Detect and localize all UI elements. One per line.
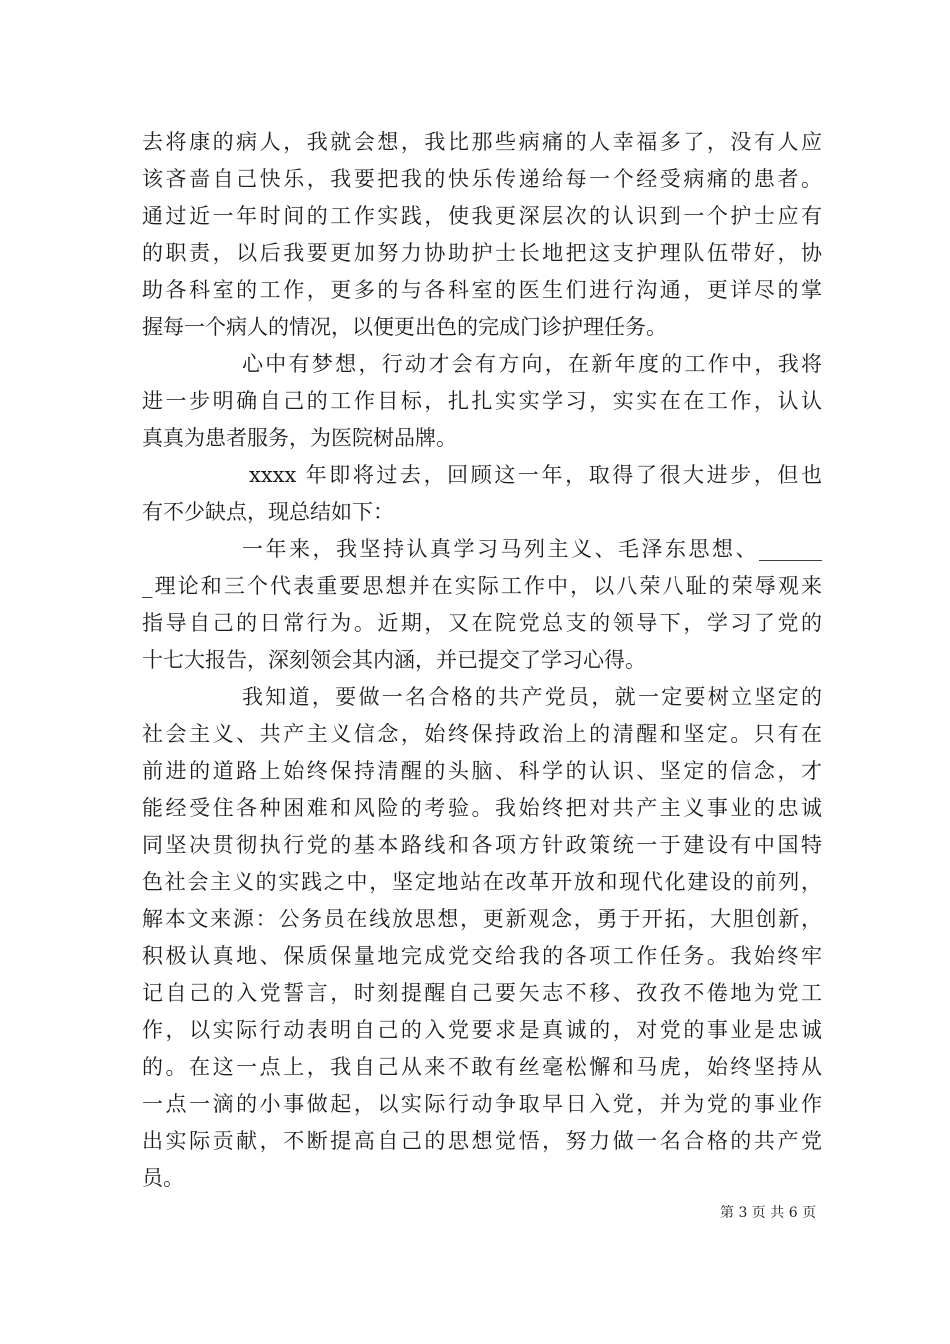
paragraph-first-line: 一年来，我坚持认真学习马列主义、毛泽东思想、______ (242, 537, 822, 561)
text-line: 一点一滴的小事做起，以实际行动争取早日入党，并为党的事业作 (142, 1092, 822, 1116)
paragraph-first-line: 我知道，要做一名合格的共产党员，就一定要树立坚定的 (242, 685, 822, 709)
text-line: 助各科室的工作，更多的与各科室的医生们进行沟通，更详尽的掌 (142, 278, 822, 302)
text-line: 指导自己的日常行为。近期，又在院党总支的领导下，学习了党的 (142, 611, 822, 635)
text-line: 积极认真地、保质保量地完成党交给我的各项工作任务。我始终牢 (142, 944, 822, 968)
page-number: 第 3 页 共 6 页 (720, 1205, 817, 1221)
text-line: 该吝啬自己快乐，我要把我的快乐传递给每一个经受病痛的患者。 (142, 167, 822, 191)
text-line: 的职责，以后我要更加努力协助护士长地把这支护理队伍带好，协 (142, 241, 822, 265)
text-line: 出实际贡献，不断提高自己的思想觉悟，努力做一名合格的共产党 (142, 1129, 822, 1153)
text-line: 社会主义、共产主义信念，始终保持政治上的清醒和坚定。只有在 (142, 722, 822, 746)
text-line: 解本文来源：公务员在线放思想，更新观念，勇于开拓，大胆创新， (142, 907, 822, 931)
text-line: 能经受住各种困难和风险的考验。我始终把对共产主义事业的忠诚 (142, 796, 822, 820)
paragraph-first-line: xxxx 年即将过去，回顾这一年，取得了很大进步，但也 (249, 463, 822, 487)
text-line: 通过近一年时间的工作实践，使我更深层次的认识到一个护士应有 (142, 204, 822, 228)
text-line: 去将康的病人，我就会想，我比那些病痛的人幸福多了，没有人应 (142, 130, 822, 154)
text-line: 员。 (142, 1166, 184, 1190)
text-line: 同坚决贯彻执行党的基本路线和各项方针政策统一于建设有中国特 (142, 833, 822, 857)
document-body (142, 124, 822, 1197)
text-line: 真真为患者服务，为医院树品牌。 (142, 426, 457, 450)
text-line: 前进的道路上始终保持清醒的头脑、科学的认识、坚定的信念，才 (142, 759, 822, 783)
text-line: _理论和三个代表重要思想并在实际工作中，以八荣八耻的荣辱观来 (142, 574, 822, 598)
text-line: 的。在这一点上，我自己从来不敢有丝毫松懈和马虎，始终坚持从 (142, 1055, 822, 1079)
text-line: 进一步明确自己的工作目标，扎扎实实学习，实实在在工作，认认 (142, 389, 822, 413)
paragraph-first-line: 心中有梦想，行动才会有方向，在新年度的工作中，我将 (242, 352, 822, 376)
text-line: 十七大报告，深刻领会其内涵，并已提交了学习心得。 (142, 648, 646, 672)
text-line: 色社会主义的实践之中，坚定地站在改革开放和现代化建设的前列， (142, 870, 822, 894)
text-line: 有不少缺点，现总结如下： (142, 500, 394, 524)
text-line: 记自己的入党誓言，时刻提醒自己要矢志不移、孜孜不倦地为党工 (142, 981, 822, 1005)
text-line: 握每一个病人的情况，以便更出色的完成门诊护理任务。 (142, 315, 667, 339)
text-line: 作，以实际行动表明自己的入党要求是真诚的，对党的事业是忠诚 (142, 1018, 822, 1042)
